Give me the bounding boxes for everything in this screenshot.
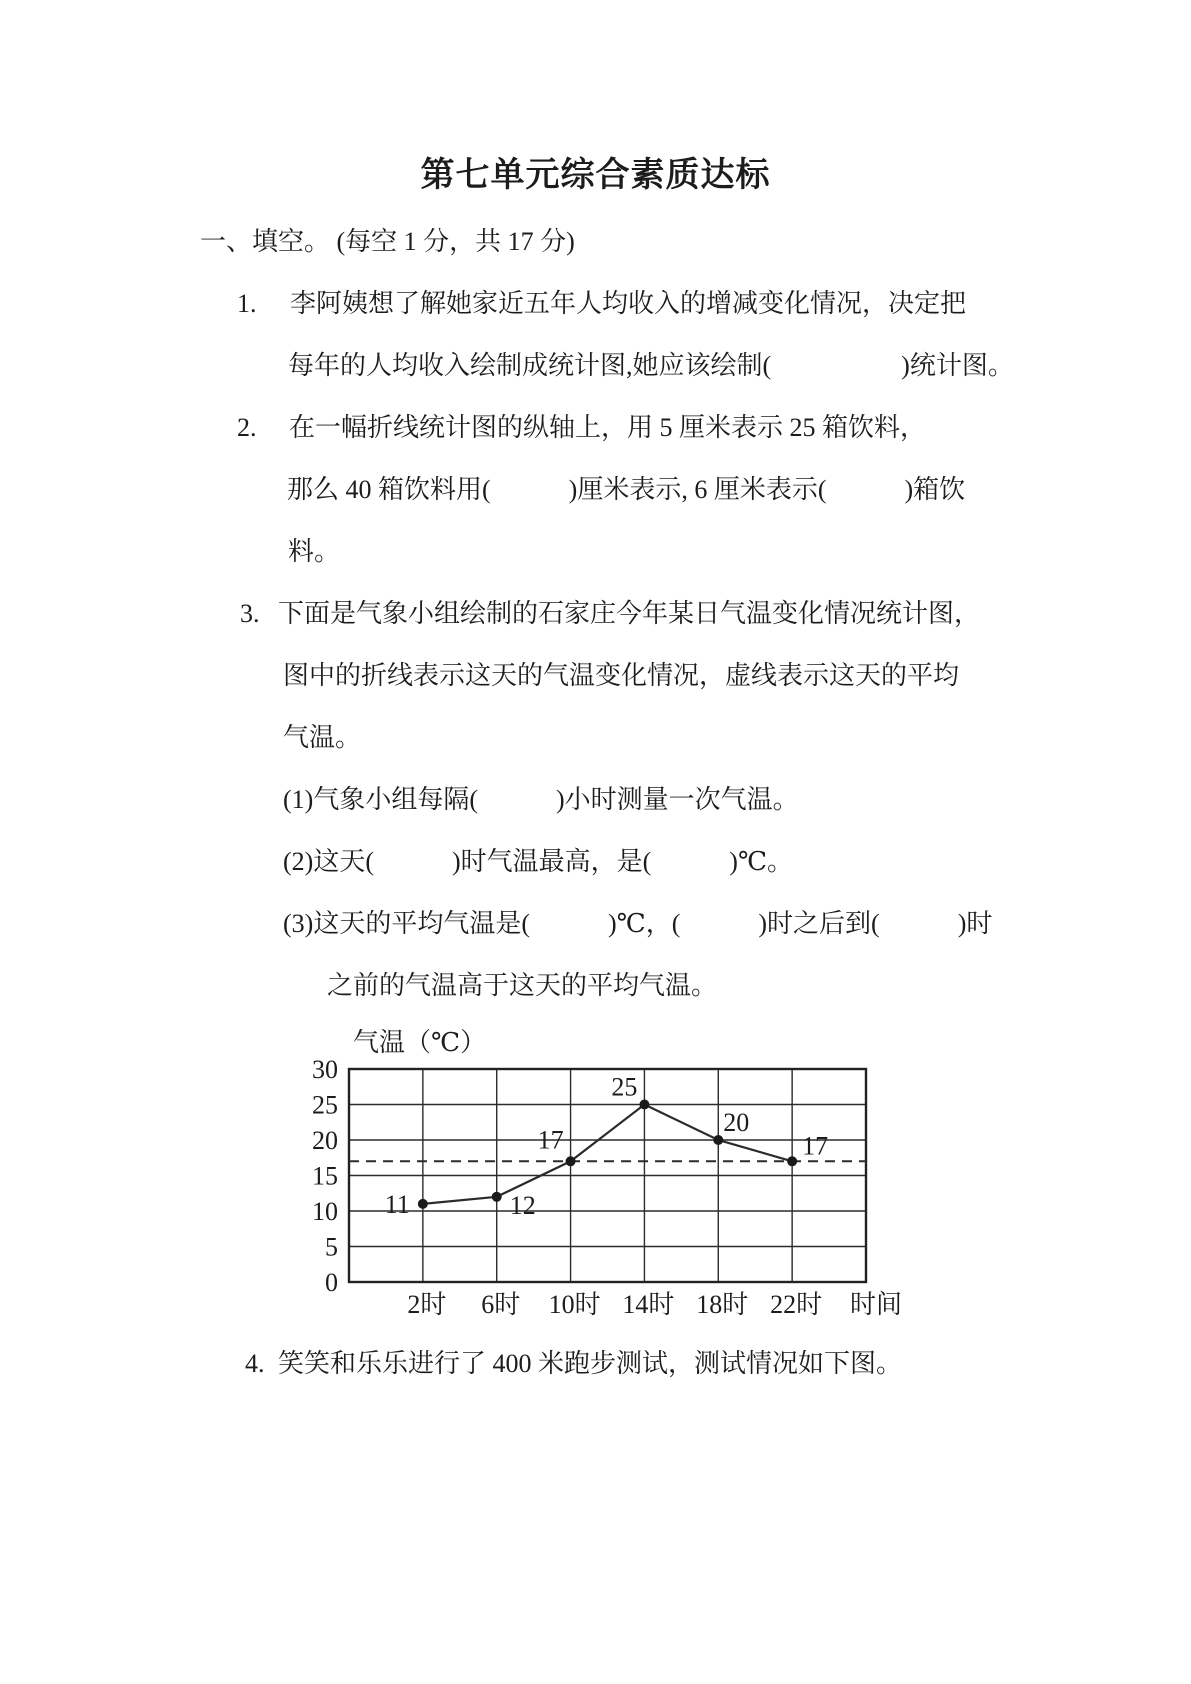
y-tick-label: 30	[312, 1055, 338, 1084]
y-tick-label: 5	[325, 1232, 338, 1262]
x-tick-label: 22时	[770, 1290, 823, 1319]
q3-line-2: 图中的折线表示这天的气温变化情况，虚线表示这天的平均	[283, 661, 960, 690]
y-tick-label: 25	[312, 1090, 338, 1120]
x-tick-label: 2时	[407, 1290, 447, 1319]
x-tick-label: 6时	[481, 1290, 521, 1319]
q2-line-2: 那么 40 箱饮料用( )厘米表示, 6 厘米表示( )箱饮	[287, 475, 966, 504]
q3-sub-3-continued: 之前的气温高于这天的平均气温。	[327, 971, 718, 1000]
q3-sub-3: (3)这天的平均气温是( )℃，( )时之后到( )时	[283, 909, 993, 938]
temperature-chart	[280, 1015, 940, 1335]
q2-line-3: 料。	[288, 537, 341, 566]
q3-sub-1: (1)气象小组每隔( )小时测量一次气温。	[283, 785, 799, 814]
data-point	[639, 1100, 649, 1110]
data-point-label: 20	[723, 1108, 750, 1137]
x-tick-label: 10时	[548, 1290, 601, 1319]
q4-number: 4.	[245, 1349, 265, 1378]
y-tick-label: 20	[312, 1126, 338, 1155]
page-title: 第七单元综合素质达标	[420, 156, 771, 194]
x-tick-label: 14时	[622, 1290, 675, 1319]
q3-sub-2: (2)这天( )时气温最高，是( )℃。	[283, 847, 794, 876]
data-point	[566, 1156, 576, 1166]
data-point-label: 17	[802, 1131, 829, 1161]
data-point	[418, 1199, 428, 1209]
data-point-label: 25	[611, 1072, 638, 1102]
data-point	[492, 1192, 502, 1202]
x-tick-label: 18时	[696, 1290, 749, 1319]
section-heading: 一、填空。 (每空 1 分，共 17 分)	[200, 227, 575, 256]
q3-number: 3.	[240, 599, 260, 628]
data-point-label: 11	[384, 1189, 410, 1219]
chart-title: 气温（℃）	[353, 1028, 487, 1057]
q2-number: 2.	[237, 413, 257, 442]
q1-line-2: 每年的人均收入绘制成统计图,她应该绘制( )统计图。	[288, 351, 1014, 380]
x-axis-label: 时间	[849, 1290, 903, 1319]
y-tick-label: 0	[325, 1268, 338, 1297]
data-point	[787, 1156, 797, 1166]
y-tick-label: 10	[312, 1197, 338, 1226]
q3-line-3: 气温。	[283, 723, 362, 752]
data-point-label: 17	[537, 1125, 564, 1155]
data-point-label: 12	[509, 1190, 536, 1220]
y-tick-label: 15	[312, 1161, 338, 1191]
data-point	[713, 1135, 723, 1145]
q1-line-1: 李阿姨想了解她家近五年人均收入的增减变化情况，决定把	[290, 289, 967, 318]
q2-line-1: 在一幅折线统计图的纵轴上，用 5 厘米表示 25 箱饮料，	[289, 413, 927, 442]
q1-number: 1.	[237, 289, 257, 318]
q3-line-1: 下面是气象小组绘制的石家庄今年某日气温变化情况统计图，	[278, 599, 981, 628]
q4-line-1: 笑笑和乐乐进行了 400 米跑步测试，测试情况如下图。	[278, 1349, 903, 1378]
